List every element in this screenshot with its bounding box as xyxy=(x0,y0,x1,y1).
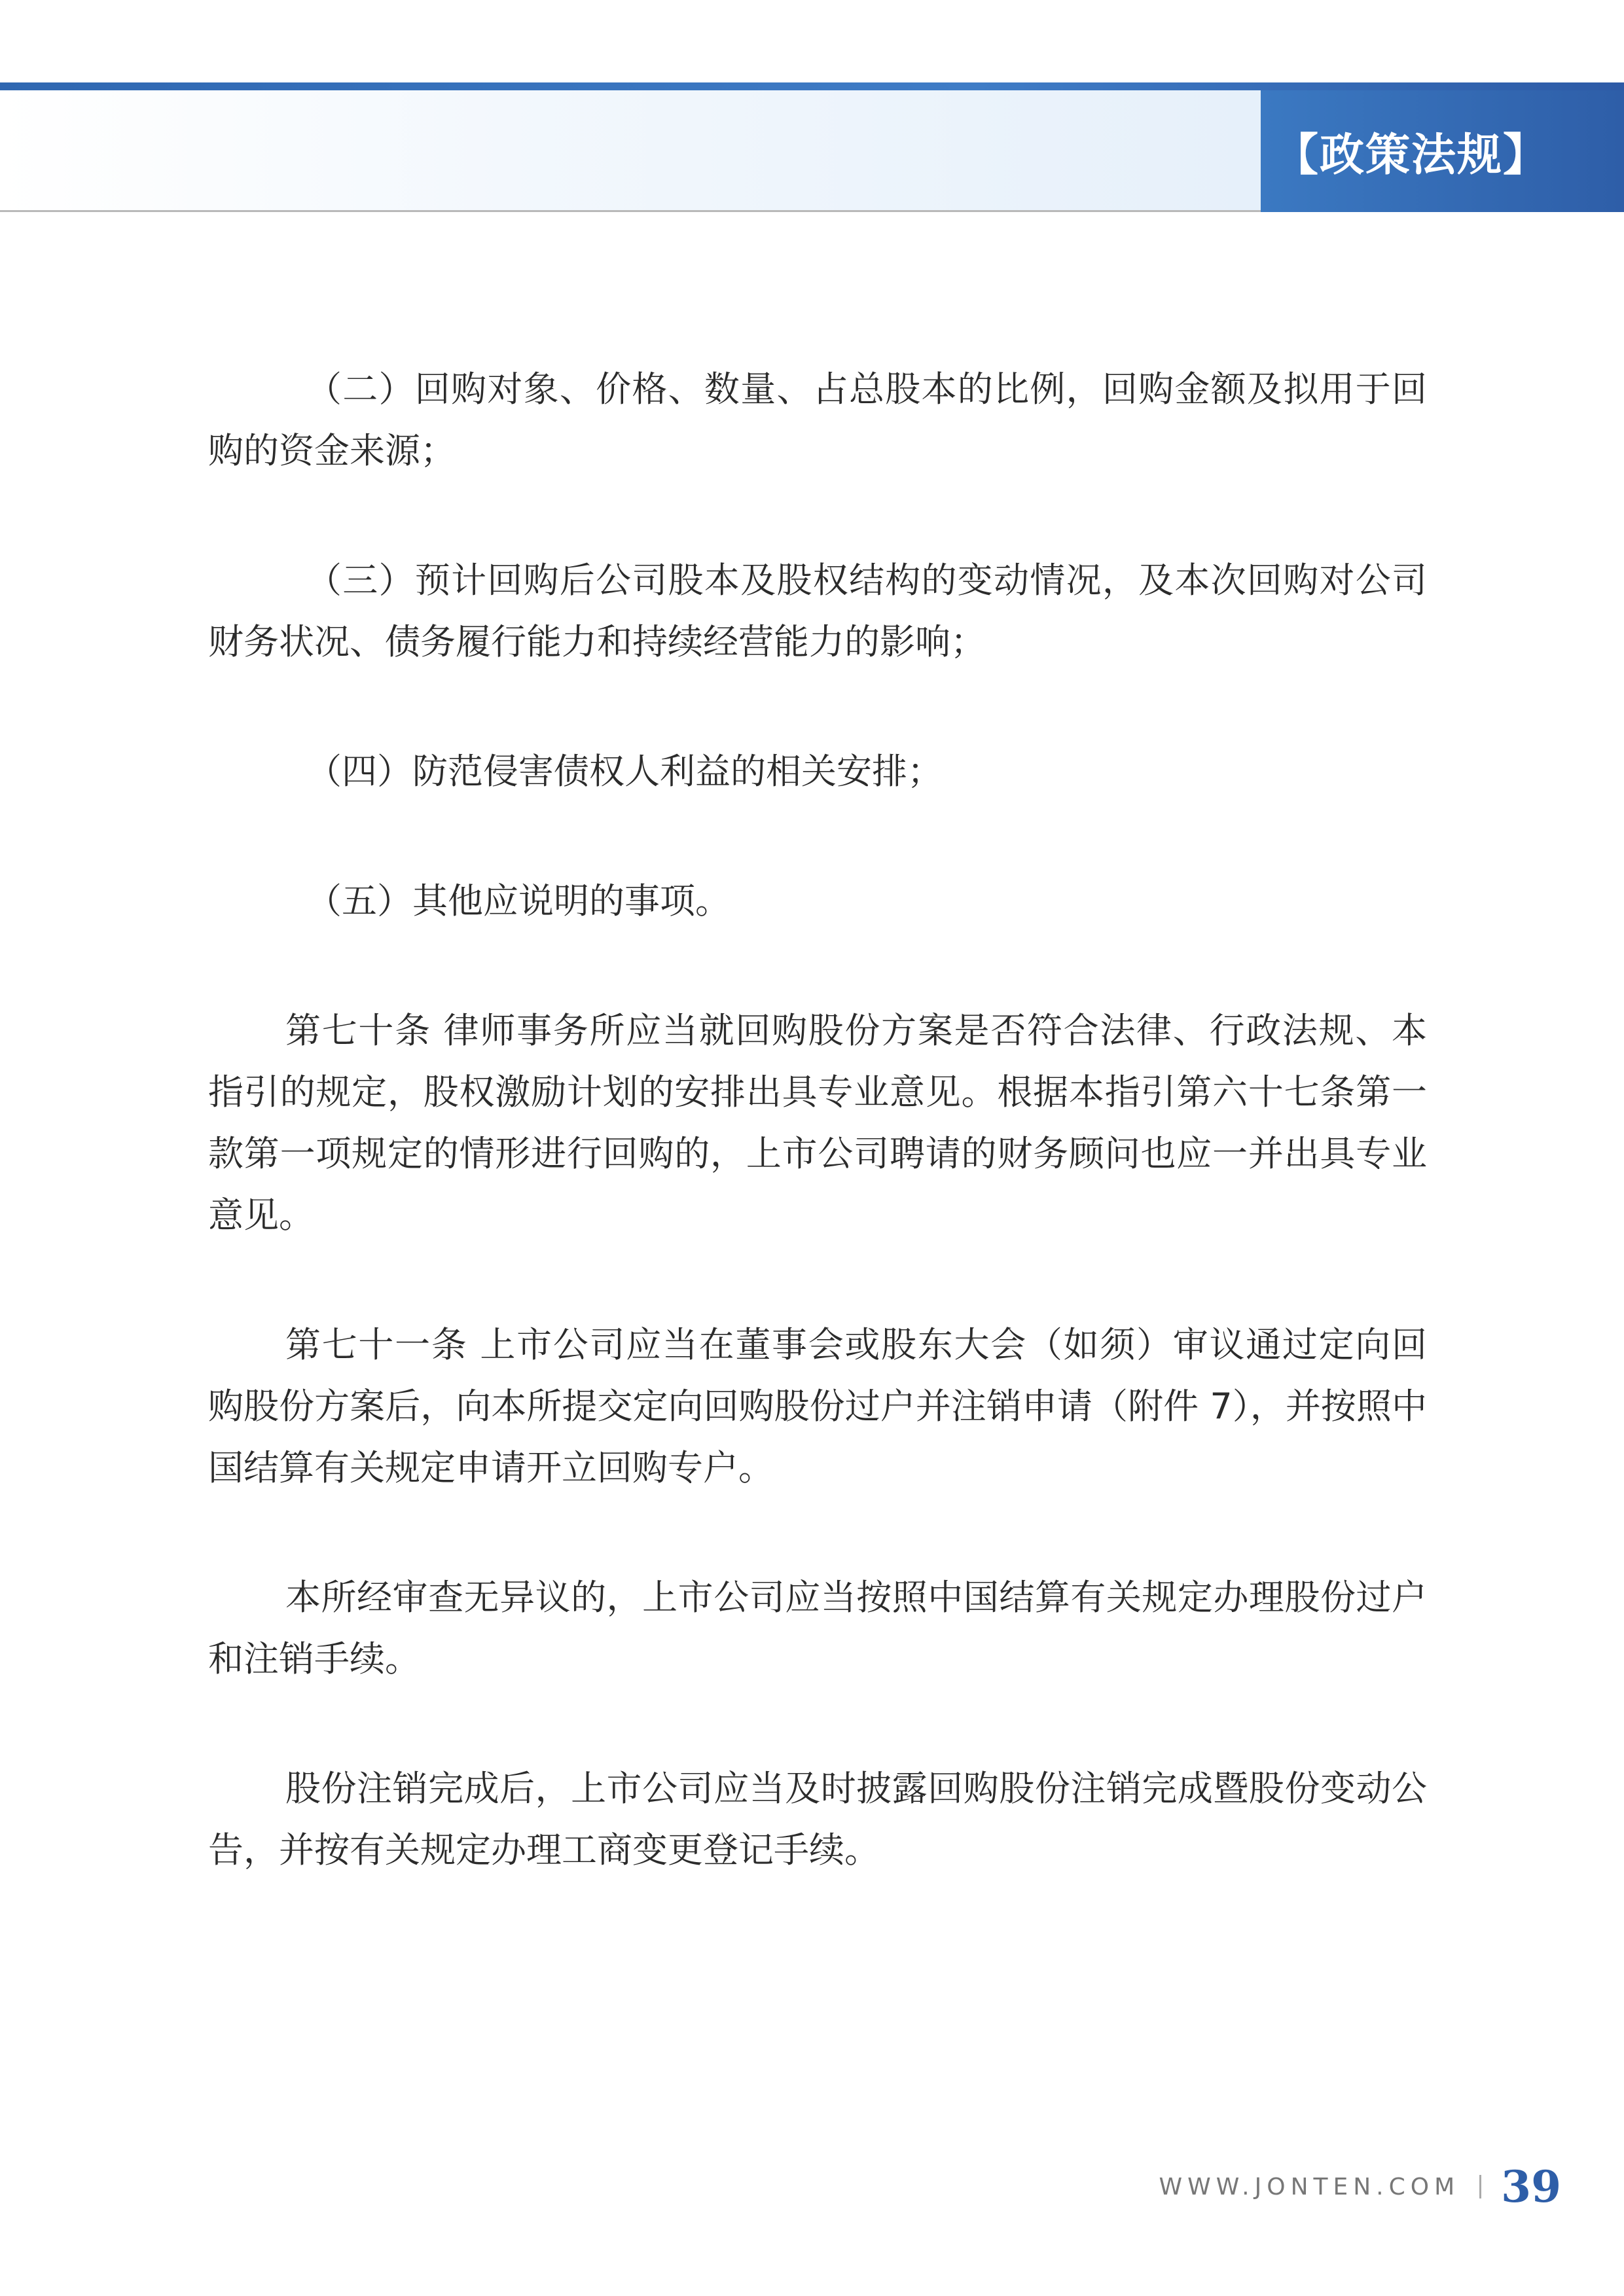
footer-website: WWW.JONTEN.COM xyxy=(1159,2173,1460,2200)
paragraph-item-5: （五）其他应说明的事项。 xyxy=(306,880,731,922)
paragraph-item-4: （四）防范侵害债权人利益的相关安排； xyxy=(306,751,943,792)
page-footer xyxy=(1159,2161,1561,2212)
paragraph-review: 本所经审查无异议的，上市公司应当按照中国结算有关规定办理股份过户和注销手续。 xyxy=(208,1577,1427,1679)
section-tag-label: 【政策法规】 xyxy=(1274,128,1549,181)
paragraph-cancellation: 股份注销完成后，上市公司应当及时披露回购股份注销完成暨股份变动公告，并按有关规定办理工商变更登记手续。 xyxy=(208,1768,1427,1871)
header-top-band xyxy=(0,82,1624,90)
paragraph-item-3: （三）预计回购后公司股本及股权结构的变动情况，及本次回购对公司财务状况、债务履行能力和持续经营能力的影响； xyxy=(208,560,1427,662)
page-number: 39 xyxy=(1501,2161,1561,2212)
paragraph-article-70: 第七十条 律师事务所应当就回购股份方案是否符合法律、行政法规、本指引的规定，股权激励计划的安排出具专业意见。根据本指引第六十七条第一款第一项规定的情形进行回购的，上市公司聘请的财务顾问也应一并出具专业意见。 xyxy=(208,1010,1427,1236)
footer-divider xyxy=(1479,2175,1481,2198)
paragraph-item-2: （二）回购对象、价格、数量、占总股本的比例，回购金额及拟用于回购的资金来源； xyxy=(208,368,1427,471)
header-panel xyxy=(0,90,1261,212)
paragraph-article-71: 第七十一条 上市公司应当在董事会或股东大会（如须）审议通过定向回购股份方案后，向本所提交定向回购股份过户并注销申请（附件 7），并按照中国结算有关规定申请开立回购专户。 xyxy=(208,1324,1427,1488)
document-body xyxy=(208,359,1427,1949)
section-tab xyxy=(1261,90,1624,212)
